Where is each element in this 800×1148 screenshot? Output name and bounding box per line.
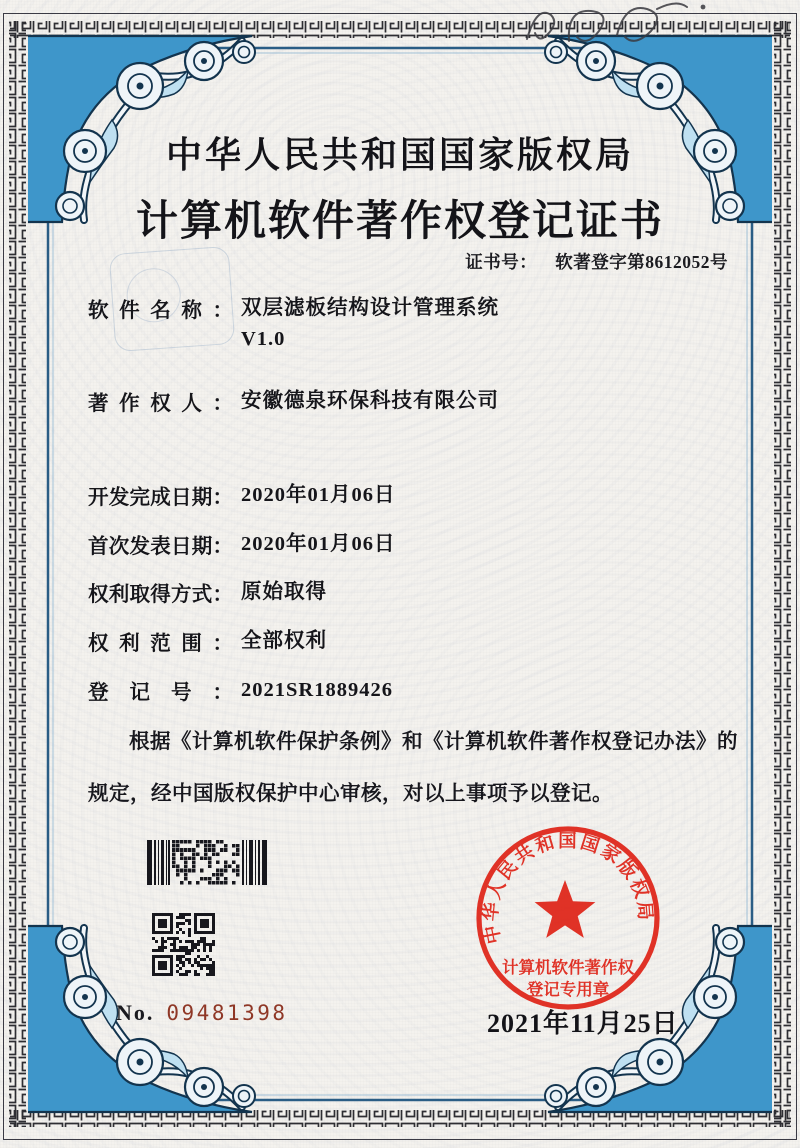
- certificate-title: 计算机软件著作权登记证书: [135, 199, 664, 245]
- field-row-software-name: [88, 293, 499, 355]
- certificate-number-label: 证书号：: [465, 252, 538, 272]
- issue-date: 2021年11月25日: [487, 1009, 679, 1038]
- field-value: 安徽德泉环保科技有限公司: [241, 390, 499, 412]
- statement-paragraph: 根据《计算机软件保护条例》和《计算机软件著作权登记办法》的规定，经中国版权保护中心审核，对以上事项予以登记。: [88, 731, 738, 805]
- field-row-right-scope: [88, 626, 327, 657]
- seal-ring-text: 中华人民共和国国家版权局: [481, 831, 655, 946]
- barcode: [147, 840, 267, 885]
- software-name: 双层滤板结构设计管理系统: [241, 297, 499, 319]
- seal-star-icon: [535, 880, 596, 938]
- field-value: 2021SR1889426: [241, 679, 393, 701]
- field-row-right-acquisition: [88, 577, 327, 608]
- official-seal: [473, 823, 663, 1013]
- field-label: 著作权人：: [88, 393, 233, 415]
- field-label: 首次发表日期：: [88, 536, 233, 558]
- field-value: 2020年01月06日: [241, 533, 396, 555]
- certificate-number-line: [465, 249, 728, 274]
- serial-number: 09481398: [166, 1001, 288, 1025]
- field-label: 权利范围：: [88, 633, 233, 655]
- field-label: 权利取得方式：: [88, 584, 233, 606]
- field-label: 软件名称：: [88, 300, 233, 322]
- greek-key-border-left: [9, 21, 26, 1127]
- greek-key-border-right: [774, 21, 791, 1127]
- field-row-dev-complete-date: [88, 480, 396, 511]
- field-label: 开发完成日期：: [88, 487, 233, 509]
- field-row-first-publish-date: [88, 529, 396, 560]
- serial-number-line: [116, 1000, 288, 1026]
- handwritten-mark: [505, 0, 715, 55]
- software-version: V1.0: [241, 328, 286, 350]
- seal-line2: 登记专用章: [526, 980, 610, 999]
- field-value: [241, 293, 499, 355]
- seal-line1: 计算机软件著作权: [502, 958, 634, 977]
- certificate-number-value: 软著登字第8612052号: [555, 252, 728, 272]
- field-row-registration-number: [88, 675, 393, 706]
- serial-prefix: No.: [116, 1000, 155, 1025]
- authority-title: 中华人民共和国国家版权局: [165, 135, 634, 175]
- field-value: 全部权利: [241, 630, 327, 652]
- field-value: 原始取得: [241, 581, 327, 603]
- field-row-copyright-owner: [88, 386, 499, 417]
- qr-code: [152, 913, 215, 976]
- field-label: 登记号：: [88, 682, 233, 704]
- field-value: 2020年01月06日: [241, 484, 396, 506]
